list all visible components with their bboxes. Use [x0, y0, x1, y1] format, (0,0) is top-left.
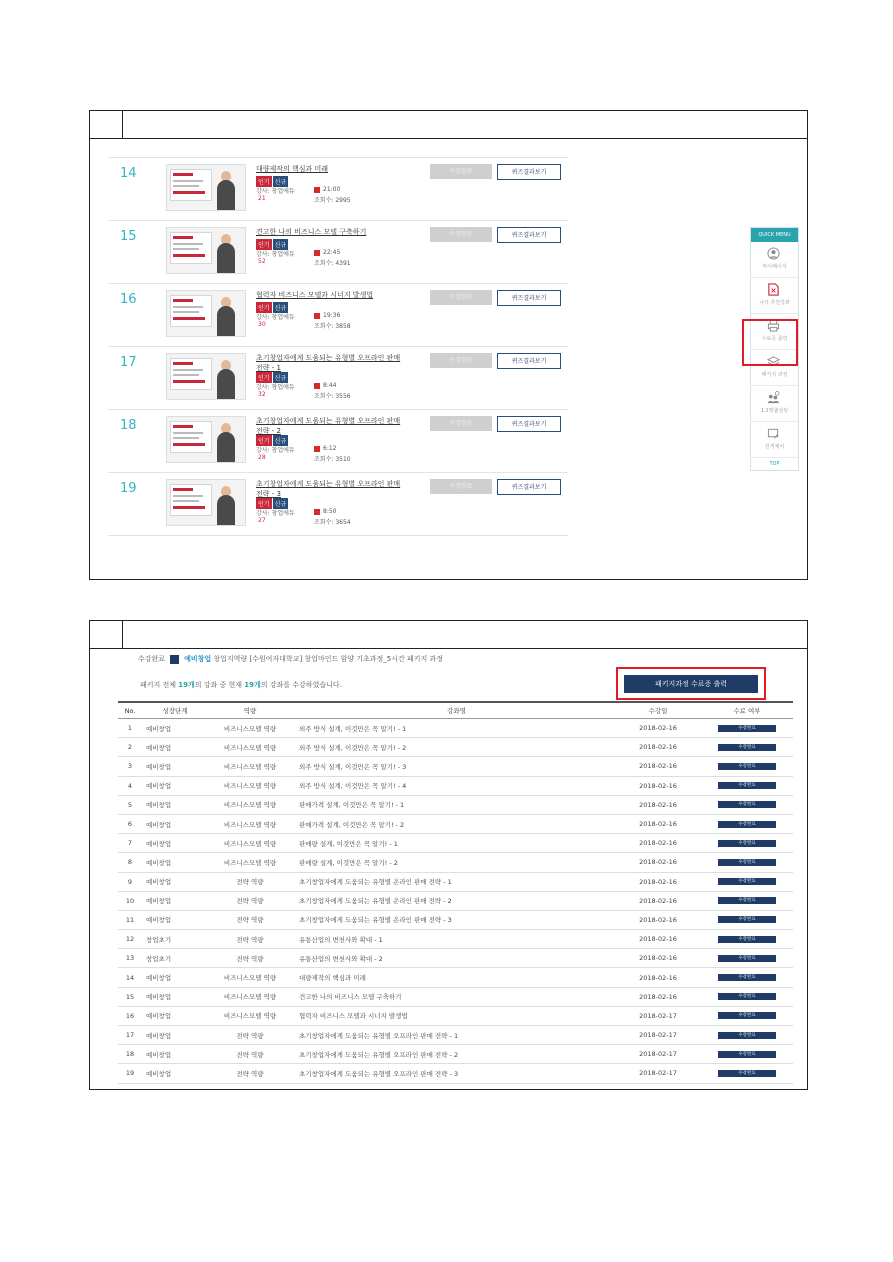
popular-badge: 인기: [256, 239, 272, 250]
play-icon: [314, 509, 320, 515]
cell-course: 초기창업자에게 도움되는 유형별 오프라인 판매 전략 - 1: [295, 1026, 615, 1045]
package-completion-panel: [89, 620, 808, 1090]
quick-menu-recommended[interactable]: [751, 278, 798, 314]
cell-no: 14: [118, 968, 142, 987]
completion-chip: 수강완료: [718, 801, 776, 808]
new-badge: 신규: [273, 372, 289, 383]
cell-status: [701, 757, 793, 776]
cell-stage: 예비창업: [142, 872, 205, 891]
cell-competency: 비즈니스모델 역량: [205, 738, 295, 757]
course-thumbnail[interactable]: [166, 227, 246, 274]
cell-no: 2: [118, 738, 142, 757]
cell-status: [701, 814, 793, 833]
duration-value: 8:44: [323, 382, 337, 389]
cell-date: 2018-02-17: [615, 1006, 701, 1025]
completion-chip: 수강완료: [718, 782, 776, 789]
quick-menu-label: 수료증 출력: [761, 336, 788, 342]
instructor: 강사: 창업에듀: [256, 510, 295, 517]
table-row: [118, 795, 793, 814]
view-count: 조회수: 3858: [314, 323, 351, 330]
table-row: [118, 968, 793, 987]
package-breadcrumb: [138, 654, 443, 664]
completion-chip: 수강완료: [718, 725, 776, 732]
cell-status: [701, 987, 793, 1006]
cell-no: 3: [118, 757, 142, 776]
cell-stage: 창업초기: [142, 949, 205, 968]
summary-text: 의 강좌 중 현재: [194, 681, 245, 689]
course-thumbnail[interactable]: [166, 353, 246, 400]
quiz-result-button[interactable]: 퀴즈결과보기: [497, 416, 561, 432]
cell-date: 2018-02-16: [615, 853, 701, 872]
like-count: 52: [258, 258, 266, 265]
cell-no: 1: [118, 719, 142, 738]
course-list-panel: [89, 110, 808, 580]
thumbnail-slide: [170, 358, 212, 390]
cell-date: 2018-02-17: [615, 1064, 701, 1083]
quick-menu-consult[interactable]: [751, 386, 798, 422]
course-title-link[interactable]: 협력자 비즈니스 모델과 시너지 발생법: [256, 291, 374, 299]
quick-menu-label: 마이페이지: [762, 264, 787, 270]
presenter: [217, 495, 235, 525]
table-row: [118, 738, 793, 757]
duration-value: 19:36: [323, 312, 341, 319]
cell-status: [701, 872, 793, 891]
cell-status: [701, 968, 793, 987]
cell-competency: 전략 역량: [205, 949, 295, 968]
cell-date: 2018-02-16: [615, 814, 701, 833]
new-badge: 신규: [273, 176, 289, 187]
cell-status: [701, 1006, 793, 1025]
duration-value: 8:50: [323, 508, 337, 515]
course-row: [108, 346, 568, 409]
total-count: 19개: [178, 681, 195, 689]
quiz-result-button[interactable]: 퀴즈결과보기: [497, 227, 561, 243]
table-row: [118, 1045, 793, 1064]
course-title-link[interactable]: 견고한 나의 비즈니스 모델 구축하기: [256, 228, 367, 236]
cell-status: [701, 949, 793, 968]
table-row: [118, 757, 793, 776]
print-package-certificate-button[interactable]: 패키지과정 수료증 출력: [624, 675, 758, 693]
table-row: [118, 776, 793, 795]
table-row: [118, 814, 793, 833]
print-button-highlight: [616, 667, 766, 700]
table-row: [118, 834, 793, 853]
col-status: 수료 여부: [701, 702, 793, 719]
package-status: 수강완료: [138, 655, 166, 663]
cell-course: 대량제작의 핵심과 미래: [295, 968, 615, 987]
cell-status: [701, 1064, 793, 1083]
completion-chip: 수강완료: [718, 878, 776, 885]
cell-stage: 예비창업: [142, 1026, 205, 1045]
cell-date: 2018-02-16: [615, 891, 701, 910]
play-icon: [314, 313, 320, 319]
cell-no: 13: [118, 949, 142, 968]
instructor: 강사: 창업에듀: [256, 384, 295, 391]
table-row: [118, 853, 793, 872]
duration: [314, 186, 340, 193]
play-icon: [314, 250, 320, 256]
cell-no: 19: [118, 1064, 142, 1083]
cell-status: [701, 719, 793, 738]
like-count: 21: [258, 195, 266, 202]
cell-stage: 예비창업: [142, 738, 205, 757]
presenter: [217, 243, 235, 273]
thumbnail-slide: [170, 169, 212, 201]
cell-status: [701, 1026, 793, 1045]
completed-button[interactable]: 수강완료: [430, 416, 492, 431]
cell-course: 초기창업자에게 도움되는 유형별 온라인 판매 전략 - 3: [295, 910, 615, 929]
completion-chip: 수강완료: [718, 763, 776, 770]
instructor: 강사: 창업에듀: [256, 188, 295, 195]
cell-stage: 예비창업: [142, 719, 205, 738]
cell-stage: 예비창업: [142, 1064, 205, 1083]
completion-chip: 수강완료: [718, 993, 776, 1000]
cell-stage: 예비창업: [142, 910, 205, 929]
duration: [314, 382, 336, 389]
cell-course: 판매량 설계, 이것만은 꼭 알기! - 2: [295, 853, 615, 872]
cell-course: 외주 방식 설계, 이것만은 꼭 알기! - 4: [295, 776, 615, 795]
cell-stage: 예비창업: [142, 776, 205, 795]
cell-status: [701, 738, 793, 757]
duration: [314, 445, 336, 452]
panel-number-cell: [90, 621, 123, 648]
cell-competency: 비즈니스모델 역량: [205, 719, 295, 738]
like-count: 27: [258, 517, 266, 524]
cell-stage: 예비창업: [142, 987, 205, 1006]
cell-status: [701, 776, 793, 795]
play-icon: [314, 187, 320, 193]
cell-stage: 창업초기: [142, 930, 205, 949]
cell-date: 2018-02-16: [615, 795, 701, 814]
cell-course: 초기창업자에게 도움되는 유형별 오프라인 판매 전략 - 2: [295, 1045, 615, 1064]
course-row: [108, 409, 568, 472]
panel-header: [90, 111, 807, 139]
completed-button[interactable]: 수강완료: [430, 227, 492, 242]
cell-competency: 비즈니스모델 역량: [205, 1006, 295, 1025]
cell-competency: 전략 역량: [205, 891, 295, 910]
col-no: No.: [118, 702, 142, 719]
completed-button[interactable]: 수강완료: [430, 290, 492, 305]
cell-no: 12: [118, 930, 142, 949]
cell-date: 2018-02-16: [615, 949, 701, 968]
cell-stage: 예비창업: [142, 1006, 205, 1025]
cell-status: [701, 834, 793, 853]
play-icon: [314, 446, 320, 452]
cell-competency: 전략 역량: [205, 1045, 295, 1064]
cell-no: 7: [118, 834, 142, 853]
cell-competency: 전략 역량: [205, 1064, 295, 1083]
cell-no: 4: [118, 776, 142, 795]
completion-chip: 수강완료: [718, 936, 776, 943]
course-thumbnail[interactable]: [166, 164, 246, 211]
summary-text: 의 강좌를 수강하였습니다.: [260, 681, 342, 689]
quiz-result-button[interactable]: 퀴즈결과보기: [497, 164, 561, 180]
completion-chip: 수강완료: [718, 840, 776, 847]
completion-chip: 수강완료: [718, 744, 776, 751]
cell-status: [701, 1045, 793, 1064]
duration: [314, 249, 340, 256]
cell-no: 9: [118, 872, 142, 891]
package-path: 창업지역량 [수원여자대학교] 창업마인드 함양 기초과정_5시간 패키지 과정: [213, 655, 443, 663]
quick-menu-label: 1:1맞춤상담: [760, 408, 789, 414]
course-thumbnail[interactable]: [166, 416, 246, 463]
cell-no: 10: [118, 891, 142, 910]
instructor: 강사: 창업에듀: [256, 447, 295, 454]
cell-status: [701, 910, 793, 929]
quiz-result-button[interactable]: 퀴즈결과보기: [497, 290, 561, 306]
course-row: [108, 157, 568, 220]
cell-competency: 비즈니스모델 역량: [205, 776, 295, 795]
course-number: 17: [120, 355, 137, 370]
panel-header: [90, 621, 807, 649]
cell-status: [701, 930, 793, 949]
new-badge: 신규: [273, 435, 289, 446]
completion-chip: 수강완료: [718, 859, 776, 866]
quick-menu-remote[interactable]: [751, 422, 798, 458]
completion-chip: 수강완료: [718, 897, 776, 904]
cell-stage: 예비창업: [142, 891, 205, 910]
table-row: [118, 910, 793, 929]
play-icon: [314, 383, 320, 389]
cell-date: 2018-02-16: [615, 757, 701, 776]
cell-course: 판매가격 설계, 이것만은 꼭 알기! - 2: [295, 814, 615, 833]
cell-status: [701, 853, 793, 872]
cell-date: 2018-02-16: [615, 968, 701, 987]
course-row: [108, 472, 568, 536]
completion-chip: 수강완료: [718, 1032, 776, 1039]
thumbnail-slide: [170, 421, 212, 453]
instructor: 강사: 창업에듀: [256, 314, 295, 321]
remote-control-icon: [767, 427, 780, 440]
cell-stage: 예비창업: [142, 1045, 205, 1064]
table-body: [118, 719, 793, 1084]
cell-competency: 비즈니스모델 역량: [205, 968, 295, 987]
completed-button[interactable]: 수강완료: [430, 479, 492, 494]
col-course: 강좌명: [295, 702, 615, 719]
like-count: 30: [258, 321, 266, 328]
cell-course: 초기창업자에게 도움되는 유형별 온라인 판매 전략 - 1: [295, 872, 615, 891]
cell-date: 2018-02-16: [615, 834, 701, 853]
cell-course: 판매량 설계, 이것만은 꼭 알기! - 1: [295, 834, 615, 853]
course-title-link[interactable]: 초기창업자에게 도움되는 유형별 오프라인 판매 전략 - 2: [256, 417, 401, 435]
table-row: [118, 1026, 793, 1045]
cell-stage: 예비창업: [142, 757, 205, 776]
cell-course: 초기창업자에게 도움되는 유형별 오프라인 판매 전략 - 3: [295, 1064, 615, 1083]
cell-no: 8: [118, 853, 142, 872]
popular-badge: 인기: [256, 435, 272, 446]
like-count: 32: [258, 391, 266, 398]
view-count: 조회수: 3556: [314, 393, 351, 400]
completion-chip: 수강완료: [718, 1012, 776, 1019]
quick-menu-top[interactable]: TOP: [769, 461, 780, 467]
course-number: 15: [120, 229, 137, 244]
course-list: [108, 157, 568, 536]
quiz-result-button[interactable]: 퀴즈결과보기: [497, 479, 561, 495]
cell-competency: 비즈니스모델 역량: [205, 987, 295, 1006]
col-competency: 역량: [205, 702, 295, 719]
cell-competency: 전략 역량: [205, 872, 295, 891]
cell-course: 외주 방식 설계, 이것만은 꼭 알기! - 2: [295, 738, 615, 757]
new-badge: 신규: [273, 239, 289, 250]
course-number: 19: [120, 481, 137, 496]
cell-date: 2018-02-17: [615, 1045, 701, 1064]
cell-date: 2018-02-16: [615, 738, 701, 757]
document-icon: [767, 283, 780, 296]
user-icon: [767, 247, 780, 260]
completed-count: 19개: [244, 681, 261, 689]
consult-icon: [767, 391, 780, 404]
table-header-row: [118, 702, 793, 719]
completion-chip: 수강완료: [718, 916, 776, 923]
quick-menu-label: 원격제어: [764, 444, 785, 450]
cell-date: 2018-02-16: [615, 719, 701, 738]
cell-competency: 비즈니스모델 역량: [205, 853, 295, 872]
cell-status: [701, 795, 793, 814]
course-completion-table: [118, 701, 793, 1084]
cell-competency: 비즈니스모델 역량: [205, 814, 295, 833]
cell-no: 15: [118, 987, 142, 1006]
cell-course: 외주 방식 설계, 이것만은 꼭 알기! - 3: [295, 757, 615, 776]
table-row: [118, 987, 793, 1006]
cell-course: 협력자 비즈니스 모델과 시너지 발생법: [295, 1006, 615, 1025]
package-stage: 예비창업: [184, 655, 212, 663]
duration-value: 6:12: [323, 445, 337, 452]
cell-course: 견고한 나의 비즈니스 모델 구축하기: [295, 987, 615, 1006]
view-count: 조회수: 3510: [314, 456, 351, 463]
cell-no: 17: [118, 1026, 142, 1045]
table-row: [118, 1064, 793, 1083]
completion-chip: 수강완료: [718, 974, 776, 981]
course-thumbnail[interactable]: [166, 479, 246, 526]
cell-competency: 전략 역량: [205, 930, 295, 949]
thumbnail-slide: [170, 295, 212, 327]
instructor: 강사: 창업에듀: [256, 251, 295, 258]
view-count: 조회수: 3654: [314, 519, 351, 526]
cell-stage: 예비창업: [142, 814, 205, 833]
cell-competency: 비즈니스모델 역량: [205, 795, 295, 814]
cell-date: 2018-02-17: [615, 1026, 701, 1045]
cell-status: [701, 891, 793, 910]
thumbnail-slide: [170, 232, 212, 264]
quick-menu-label: 패키지 과정: [761, 372, 788, 378]
popular-badge: 인기: [256, 176, 272, 187]
quick-menu-mypage[interactable]: [751, 242, 798, 278]
cell-competency: 전략 역량: [205, 1026, 295, 1045]
new-badge: 신규: [273, 302, 289, 313]
cell-competency: 전략 역량: [205, 910, 295, 929]
cell-date: 2018-02-16: [615, 872, 701, 891]
duration-value: 21:00: [323, 186, 341, 193]
cell-competency: 비즈니스모델 역량: [205, 834, 295, 853]
table-row: [118, 872, 793, 891]
presenter: [217, 432, 235, 462]
cell-date: 2018-02-16: [615, 930, 701, 949]
summary-text: 패키지 전체: [140, 681, 179, 689]
cell-no: 16: [118, 1006, 142, 1025]
view-count: 조회수: 2995: [314, 197, 351, 204]
course-thumbnail[interactable]: [166, 290, 246, 337]
quick-menu-header: QUICK MENU: [751, 228, 798, 242]
cell-course: 유통산업의 변천사와 확대 - 2: [295, 949, 615, 968]
cell-no: 6: [118, 814, 142, 833]
popular-badge: 인기: [256, 302, 272, 313]
cell-stage: 예비창업: [142, 853, 205, 872]
book-icon: [170, 655, 179, 664]
presenter: [217, 306, 235, 336]
like-count: 28: [258, 454, 266, 461]
popular-badge: 인기: [256, 372, 272, 383]
completion-chip: 수강완료: [718, 1070, 776, 1077]
completion-chip: 수강완료: [718, 1051, 776, 1058]
table-row: [118, 719, 793, 738]
popular-badge: 인기: [256, 498, 272, 509]
course-title-link[interactable]: 대량제작의 핵심과 미래: [256, 165, 329, 173]
panel-number-cell: [90, 111, 123, 138]
course-number: 18: [120, 418, 137, 433]
thumbnail-slide: [170, 484, 212, 516]
course-number: 14: [120, 166, 137, 181]
view-count: 조회수: 4391: [314, 260, 351, 267]
table-row: [118, 949, 793, 968]
cell-no: 11: [118, 910, 142, 929]
course-row: [108, 283, 568, 346]
quiz-result-button[interactable]: 퀴즈결과보기: [497, 353, 561, 369]
cell-competency: 비즈니스모델 역량: [205, 757, 295, 776]
duration-value: 22:45: [323, 249, 341, 256]
completed-button[interactable]: 수강완료: [430, 353, 492, 368]
cell-date: 2018-02-16: [615, 910, 701, 929]
completion-chip: 수강완료: [718, 955, 776, 962]
cell-stage: 예비창업: [142, 834, 205, 853]
course-row: [108, 220, 568, 283]
quick-menu-label: 나의 추천강좌: [759, 300, 790, 306]
completion-chip: 수강완료: [718, 821, 776, 828]
cell-course: 초기창업자에게 도움되는 유형별 온라인 판매 전략 - 2: [295, 891, 615, 910]
package-summary: [140, 680, 342, 690]
cell-course: 유통산업의 변천사와 확대 - 1: [295, 930, 615, 949]
presenter: [217, 369, 235, 399]
new-badge: 신규: [273, 498, 289, 509]
course-title-link[interactable]: 초기창업자에게 도움되는 유형별 오프라인 판매 전략 - 3: [256, 480, 401, 498]
cell-stage: 예비창업: [142, 968, 205, 987]
col-date: 수강일: [615, 702, 701, 719]
cell-date: 2018-02-16: [615, 987, 701, 1006]
presenter: [217, 180, 235, 210]
table-row: [118, 891, 793, 910]
cell-no: 5: [118, 795, 142, 814]
table-row: [118, 930, 793, 949]
course-title-link[interactable]: 초기창업자에게 도움되는 유형별 오프라인 판매 전략 - 1: [256, 354, 401, 372]
col-stage: 성장단계: [142, 702, 205, 719]
cell-stage: 예비창업: [142, 795, 205, 814]
duration: [314, 508, 336, 515]
duration: [314, 312, 340, 319]
cell-no: 18: [118, 1045, 142, 1064]
course-number: 16: [120, 292, 137, 307]
completed-button[interactable]: 수강완료: [430, 164, 492, 179]
certificate-highlight: [742, 319, 798, 366]
table-row: [118, 1006, 793, 1025]
cell-course: 외주 방식 설계, 이것만은 꼭 알기! - 1: [295, 719, 615, 738]
cell-date: 2018-02-16: [615, 776, 701, 795]
cell-course: 판매가격 설계, 이것만은 꼭 알기! - 1: [295, 795, 615, 814]
